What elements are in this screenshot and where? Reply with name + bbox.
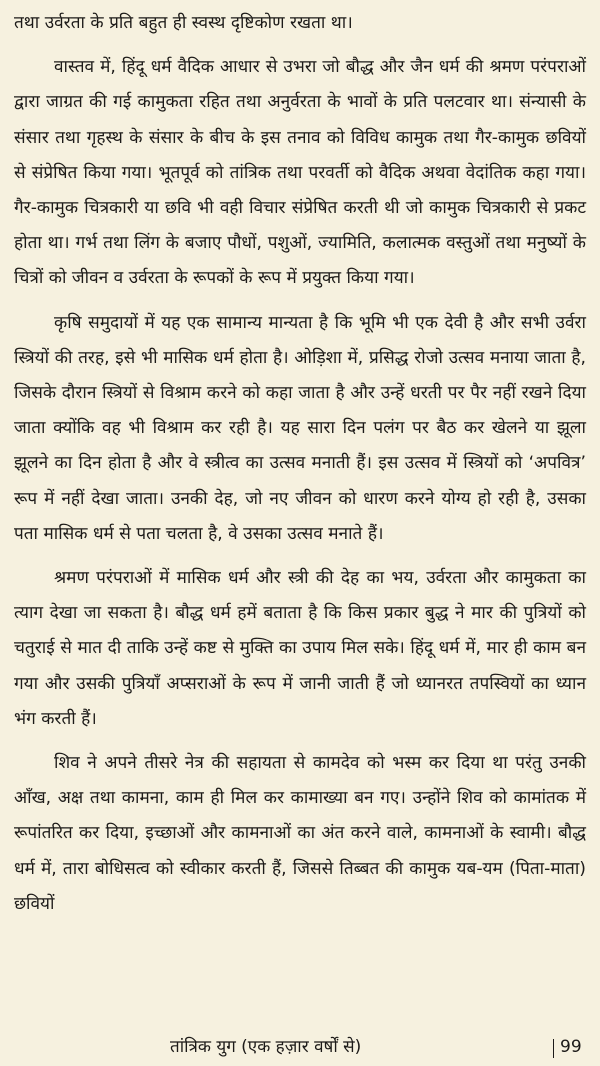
paragraph-2: वास्तव में, हिंदू धर्म वैदिक आधार से उभरा जो बौद्ध और जैन धर्म की श्रमण परंपराओं द्वारा जाग्रत की गई कामुकता रहित तथा अनुर्वरता के भावों के प्रति पलटवार था। संन्यासी के संसार तथा गृहस्थ के संसार के बीच के इस तनाव को विविध कामुक तथा गैर-कामुक छवियों से संप्रेषित किया गया। भूतपूर्व को तांत्रिक तथा परवर्ती को वैदिक अथवा वेदांतिक कहा गया। गैर-कामुक चित्रकारी या छवि भी वही विचार संप्रेषित करती थी जो कामुक चित्रकारी से प्रकट होता था। गर्भ तथा लिंग के बजाए पौधों, पशुओं, ज्यामिति, कलात्मक वस्तुओं तथा मनुष्यों के चित्रों को जीवन व उर्वरता के रूपकों के रूप में प्रयुक्त किया गया। (14, 57, 586, 289)
paragraph-4: श्रमण परंपराओं में मासिक धर्म और स्त्री की देह का भय, उर्वरता और कामुकता का त्याग देखा जा सकता है। बौद्ध धर्म हमें बताता है कि किस प्रकार बुद्ध ने मार की पुत्रियों को चतुराई से मात दी ताकि उन्हें कष्ट से मुक्ति का उपाय मिल सके। हिंदू धर्म में, मार ही काम बन गया और उसकी पुत्रियाँ अप्सराओं के रूप में जानी जाती हैं जो ध्यानरत तपस्वियों का ध्यान भंग करती हैं। (14, 568, 586, 729)
paragraph-5: शिव ने अपने तीसरे नेत्र की सहायता से कामदेव को भस्म कर दिया था परंतु उनकी आँख, अक्ष तथा कामना, काम ही मिल कर कामाख्या बन गए। उन्होंने शिव को कामांतक में रूपांतरित कर दिया, इच्छाओं और कामनाओं का अंत करने वाले, कामनाओं के स्वामी। बौद्ध धर्म में, तारा बोधिसत्व को स्वीकार करती हैं, जिससे तिब्बत की कामुक यब-यम (पिता-माता) छवियों (14, 753, 586, 914)
paragraph-1: तथा उर्वरता के प्रति बहुत ही स्वस्थ दृष्टिकोण रखता था। (14, 13, 353, 33)
page-number: 99 (560, 1037, 582, 1057)
page-footer (0, 1034, 600, 1060)
page-number-divider (553, 1039, 554, 1058)
body-text (14, 6, 586, 922)
paragraph-3: कृषि समुदायों में यह एक सामान्य मान्यता है कि भूमि भी एक देवी है और सभी उर्वरा स्त्रियों की तरह, इसे भी मासिक धर्म होता है। ओड़िशा में, प्रसिद्ध रोजो उत्सव मनाया जाता है, जिसके दौरान स्त्रियों से विश्राम करने को कहा जाता है और उन्हें धरती पर पैर नहीं रखने दिया जाता क्योंकि वह भी विश्राम कर रही है। यह सारा दिन पलंग पर बैठ कर खेलने या झूला झूलने का दिन होता है और वे स्त्रीत्व का उत्सव मनाती हैं। इस उत्सव में स्त्रियों को ‘अपवित्र’ रूप में नहीं देखा जाता। उनकी देह, जो नए जीवन को धारण करने योग्य हो रही है, उसका पता मासिक धर्म से पता चलता है, वे उसका उत्सव मनाते हैं। (14, 312, 586, 544)
running-title: तांत्रिक युग (एक हज़ार वर्षों से) (170, 1037, 362, 1057)
